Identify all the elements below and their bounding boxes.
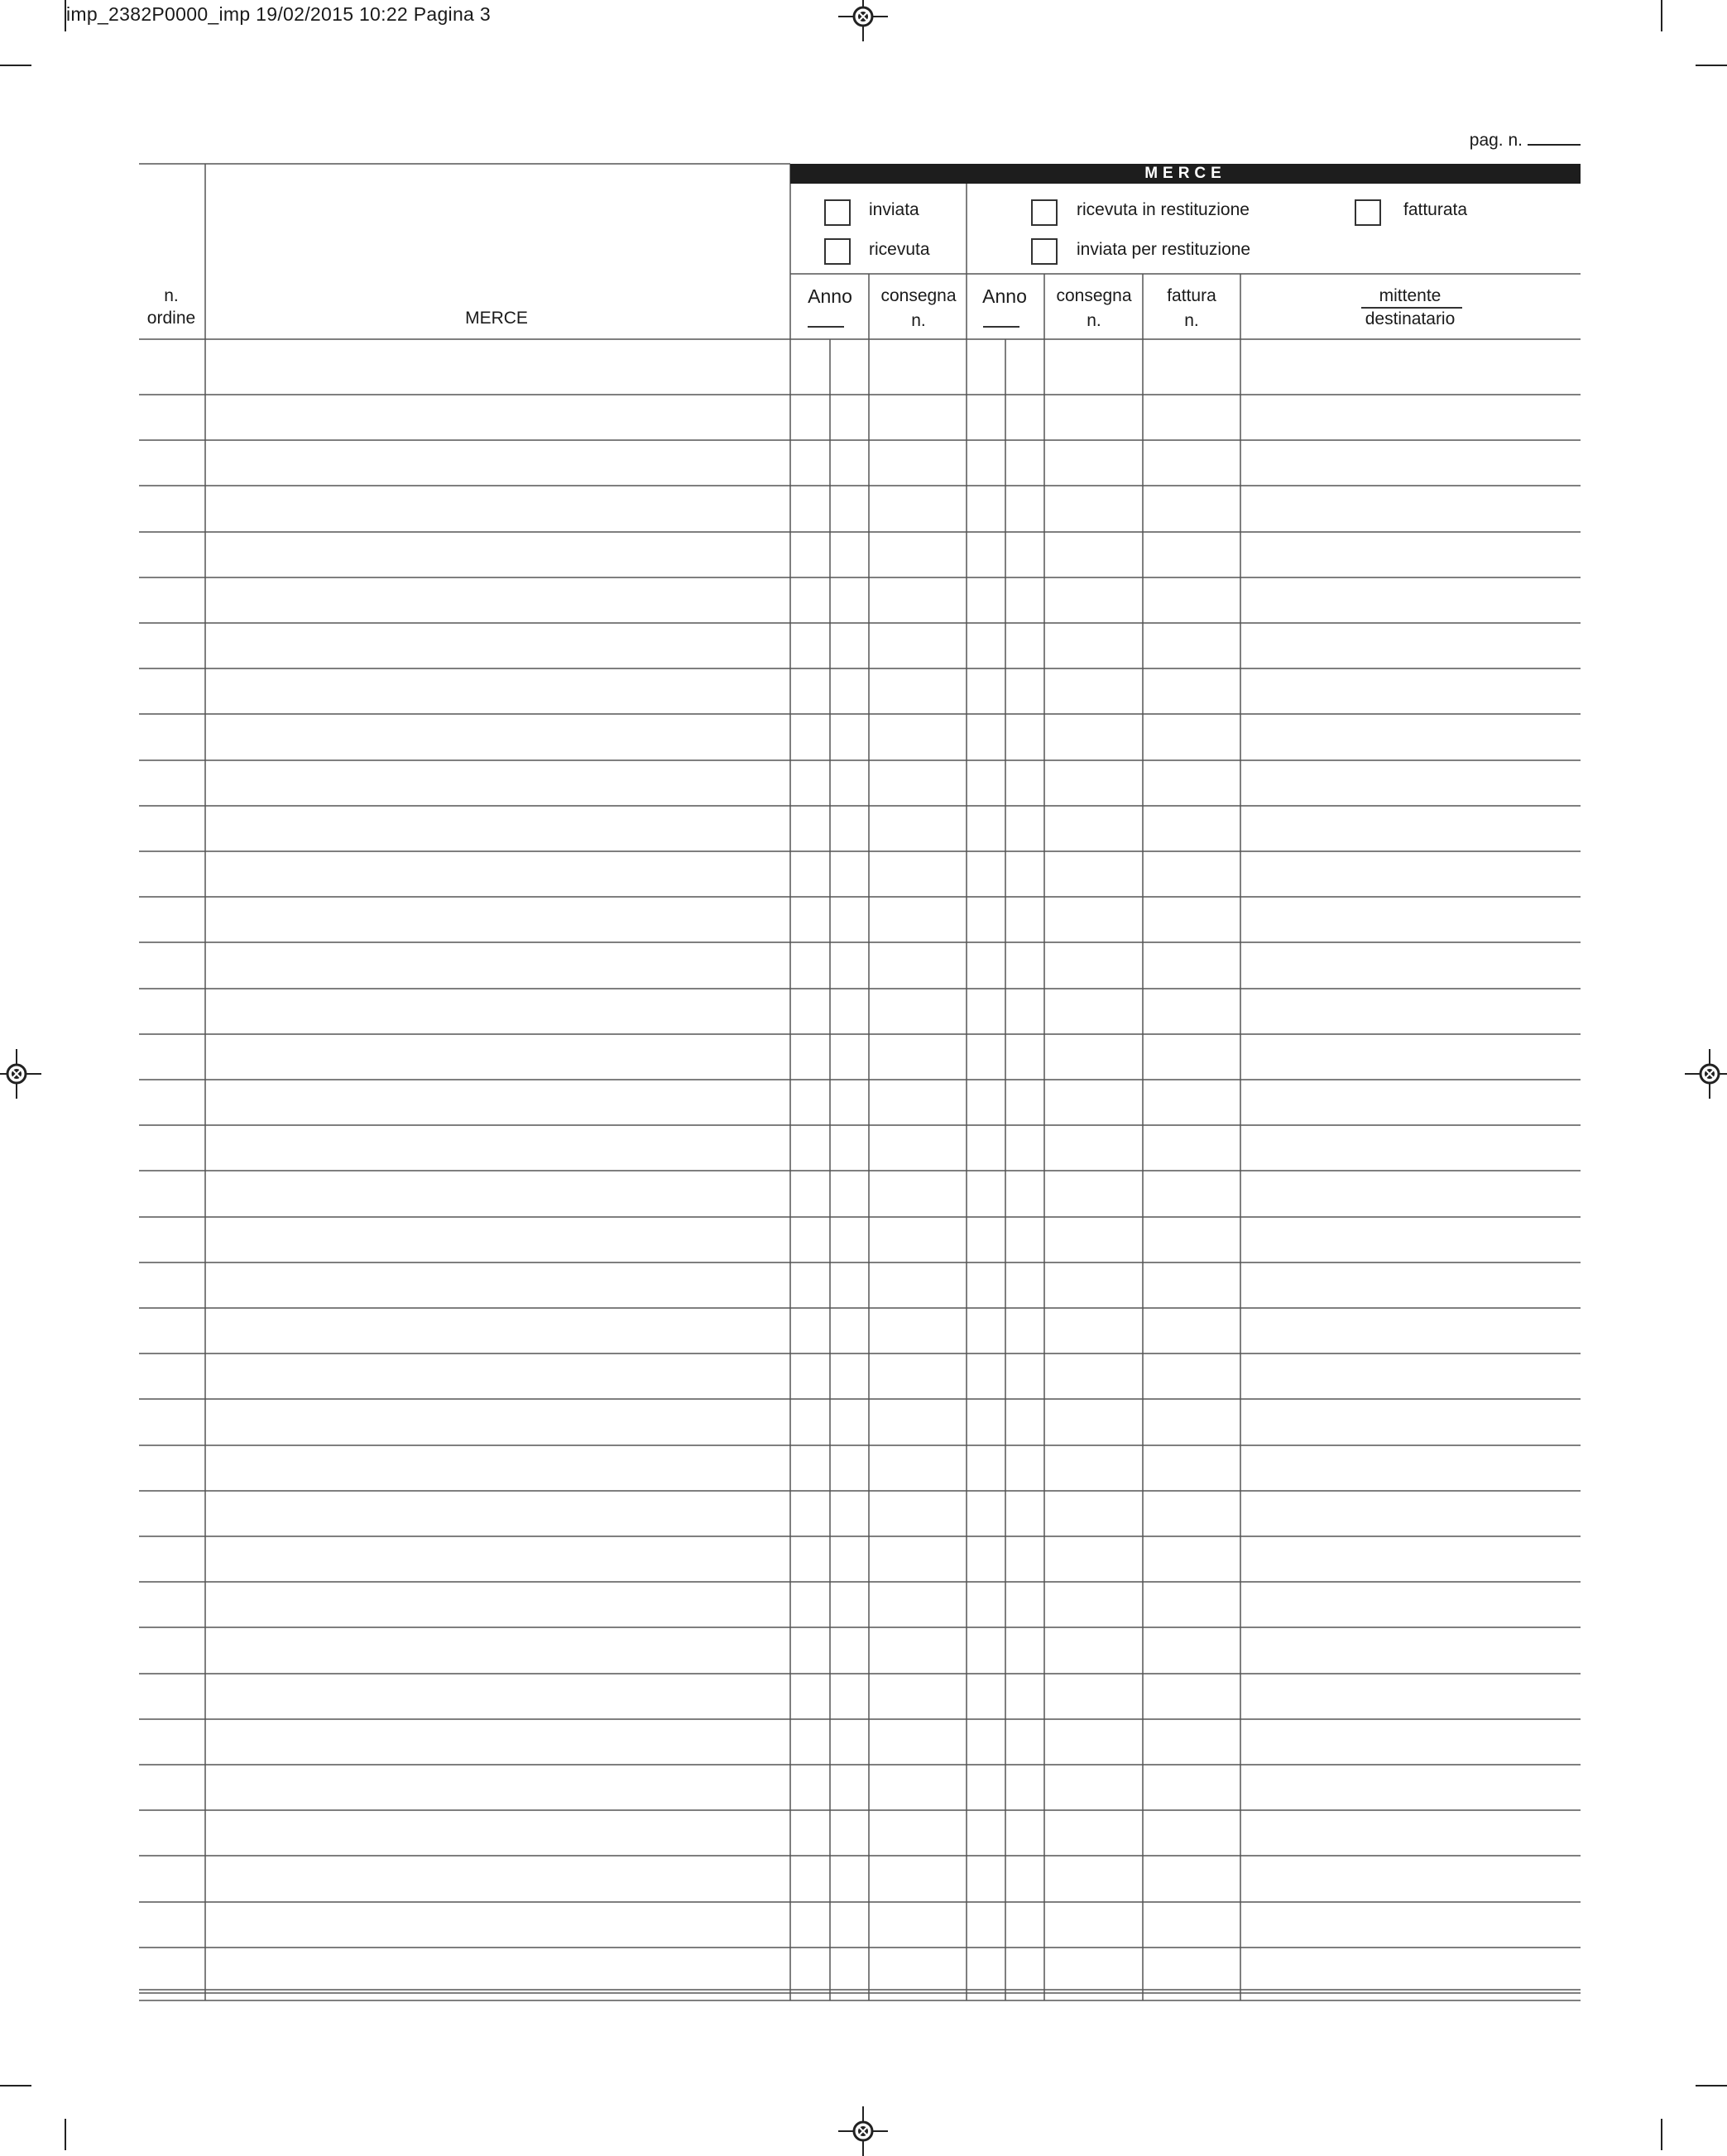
page-number-label: pag. n. <box>1469 131 1523 150</box>
col-header-n: n. <box>164 286 179 305</box>
checkbox-ricevuta[interactable] <box>824 238 851 265</box>
label-ricevuta: ricevuta <box>869 240 930 259</box>
mittente-divider <box>1361 307 1462 309</box>
print-slug: imp_2382P0000_imp 19/02/2015 10:22 Pagina 3 <box>66 3 491 25</box>
anno-1-blank <box>808 326 844 328</box>
col-header-ordine: ordine <box>146 309 196 328</box>
col-header-merce: MERCE <box>465 309 528 328</box>
col-header-consegna-1-n: n. <box>911 311 926 330</box>
col-header-mittente: mittente <box>1379 286 1442 305</box>
checkbox-ricevuta-restituzione[interactable] <box>1031 199 1058 226</box>
label-inviata-restituzione: inviata per restituzione <box>1077 240 1251 259</box>
checkbox-inviata[interactable] <box>824 199 851 226</box>
col-header-destinatario: destinatario <box>1365 309 1456 328</box>
anno-2-blank <box>983 326 1019 328</box>
col-header-fattura: fattura <box>1167 286 1216 305</box>
col-header-anno-2: Anno <box>982 285 1027 307</box>
label-ricevuta-restituzione: ricevuta in restituzione <box>1077 200 1250 219</box>
col-header-anno-1: Anno <box>808 285 852 307</box>
col-header-consegna-2: consegna <box>1056 286 1132 305</box>
checkbox-inviata-restituzione[interactable] <box>1031 238 1058 265</box>
label-fatturata: fatturata <box>1403 200 1468 219</box>
col-header-consegna-2-n: n. <box>1087 311 1101 330</box>
col-header-fattura-n: n. <box>1184 311 1199 330</box>
label-inviata: inviata <box>869 200 919 219</box>
merce-banner: MERCE <box>790 164 1581 184</box>
checkbox-fatturata[interactable] <box>1355 199 1381 226</box>
col-header-consegna-1: consegna <box>880 286 957 305</box>
